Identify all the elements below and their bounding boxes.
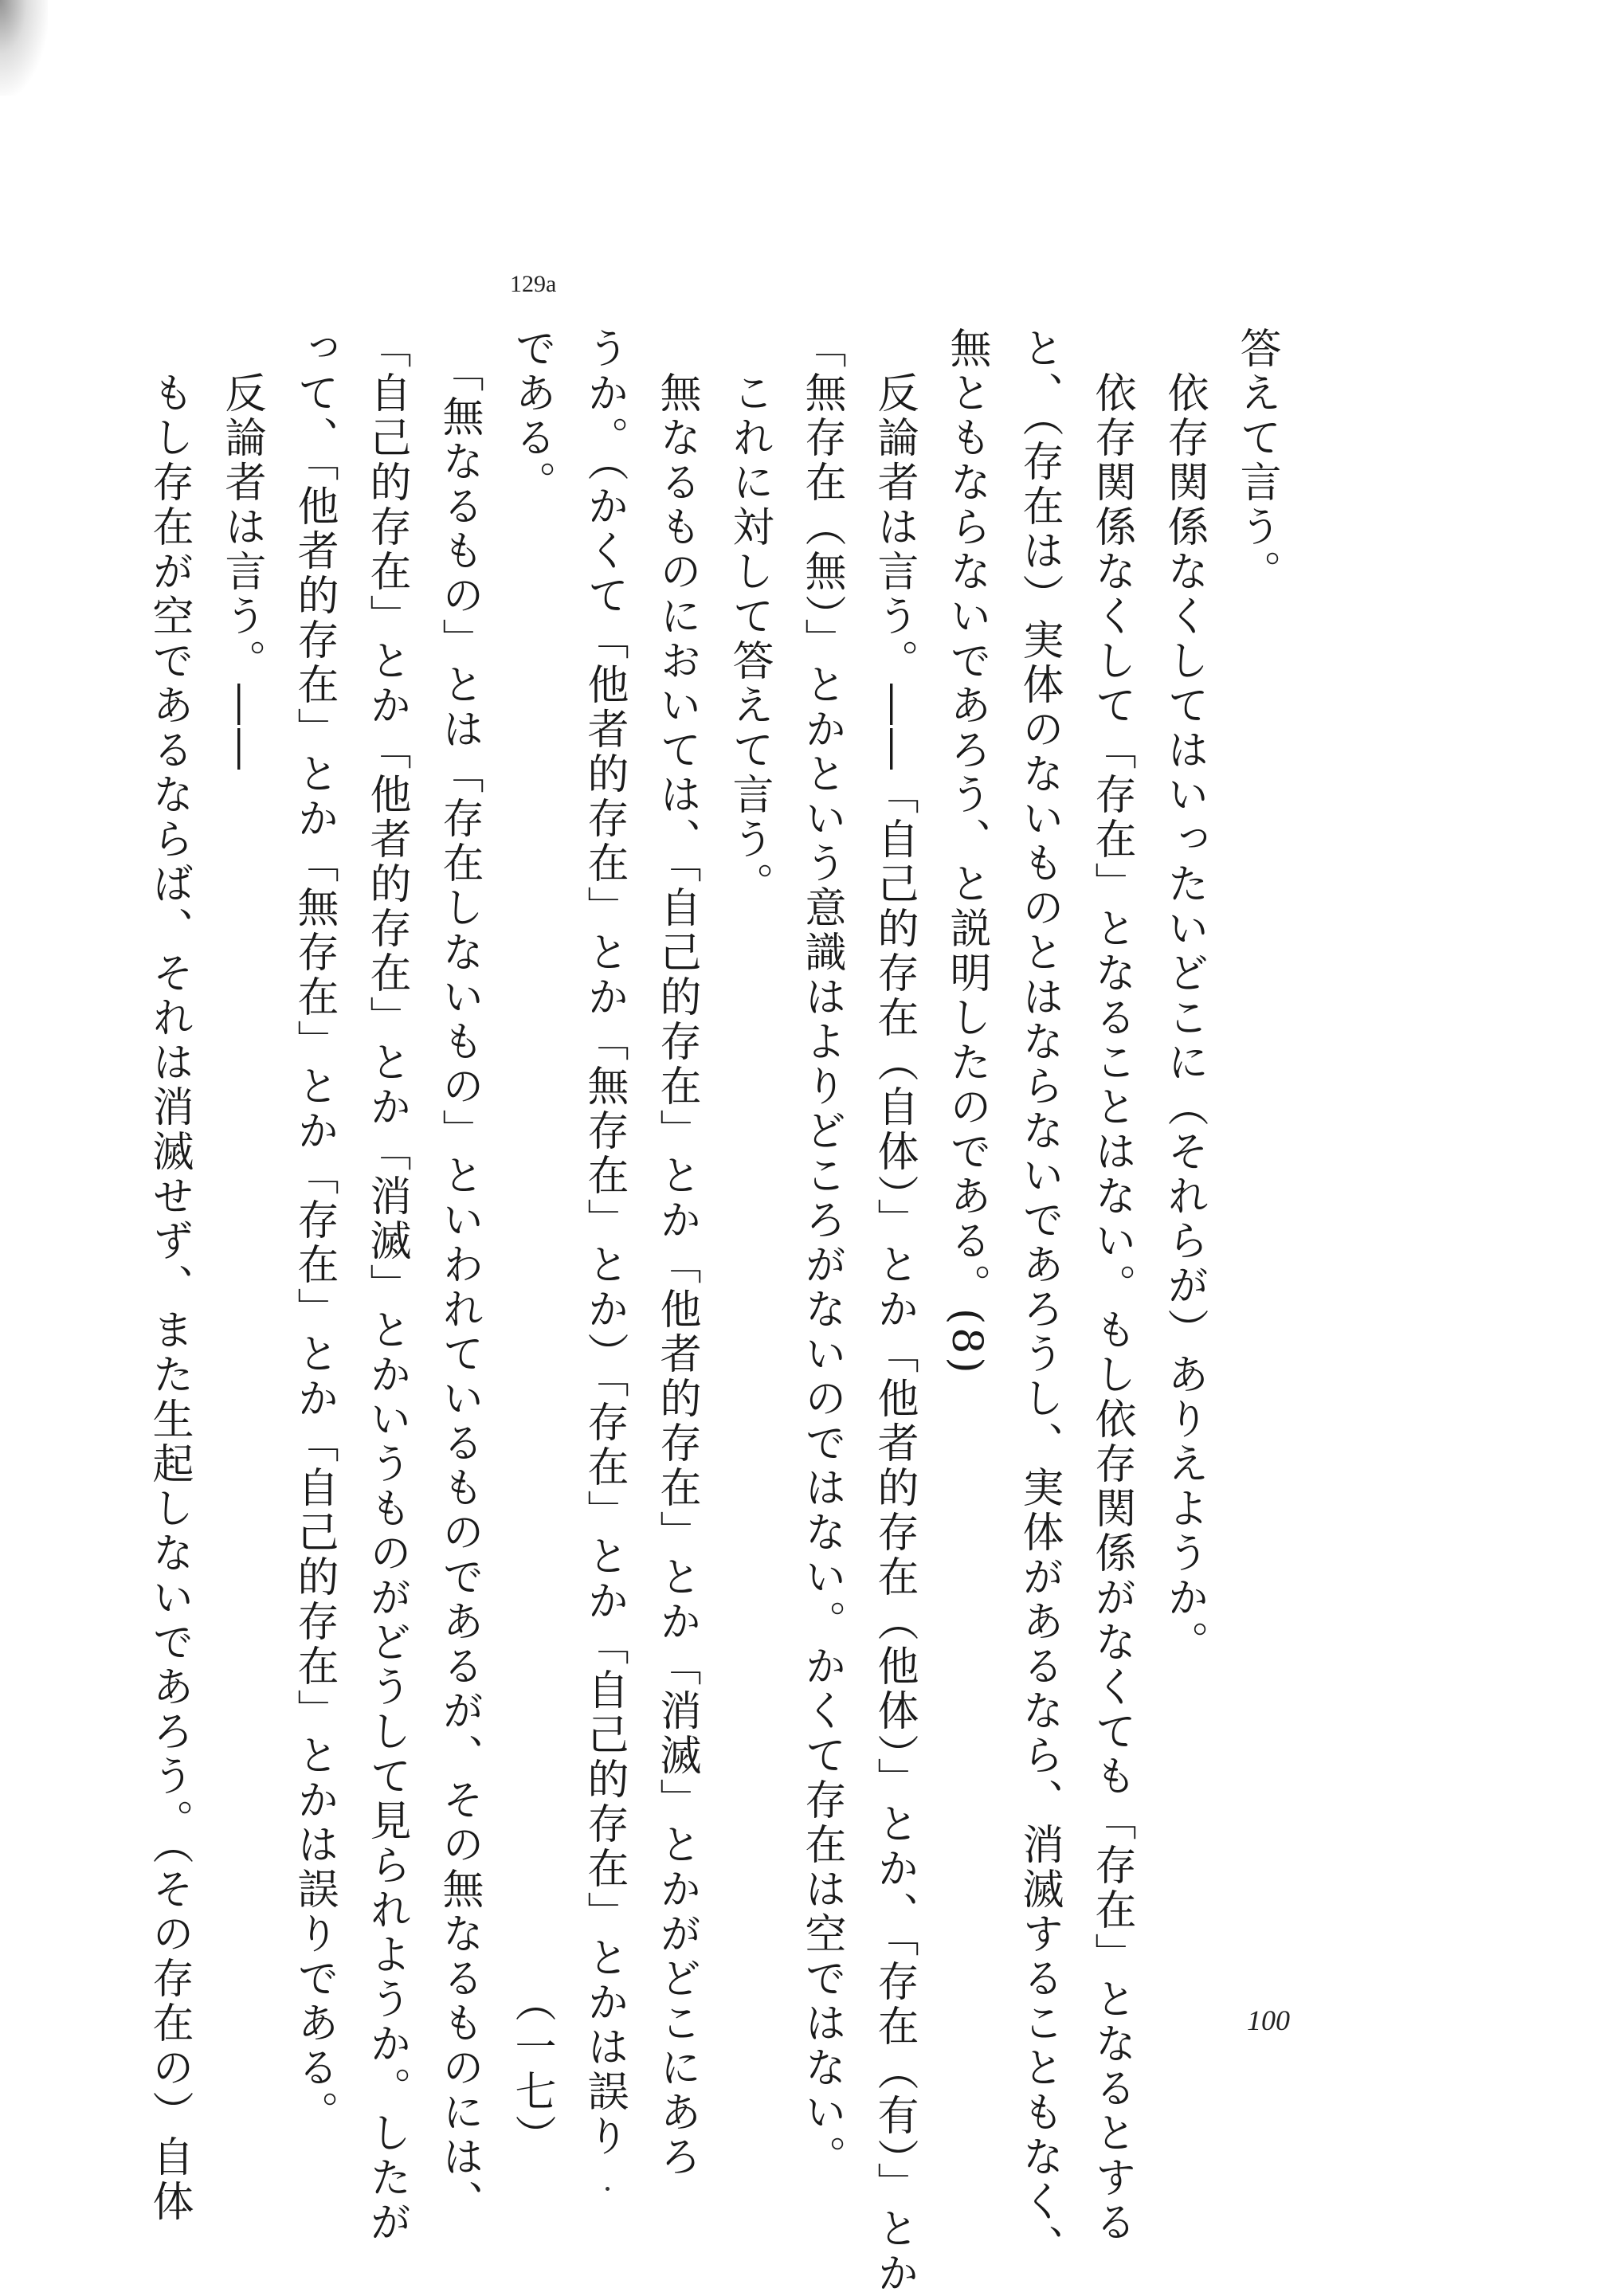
text-line-8: これに対して答えて言う。: [725, 327, 773, 907]
text-line-6: 反論者は言う。――「自己的存在（自体）」とか「他者的存在（他体）」とか、「存在（有）」とか: [870, 327, 918, 2296]
scan-smudge: [0, 0, 48, 96]
scan-speck: [606, 2187, 610, 2191]
text-line-5: 無ともならないであろう、と説明したのである。(8): [943, 327, 990, 1377]
text-line-9: 無なるものにおいては、「自己的存在」とか「他者的存在」とか「消滅」とかがどこにあろ: [653, 327, 700, 2180]
text-line-2: 依存関係なくしてはいったいどこに（それらが）ありえようか。: [1160, 327, 1208, 1665]
text-line-4: と、（存在は）実体のないものとはならないであろうし、実体があるなら、消滅することもなく、: [1015, 327, 1063, 2269]
text-line-10: うか。（かくて「他者的存在」とか「無存在」とか）「存在」とか「自己的存在」とかは誤り: [580, 327, 628, 2159]
text-line-11: である。 （一七）: [508, 327, 555, 2159]
text-line-16: もし存在が空であるならば、それは消滅せず、また生起しないであろう。（その存在の）自体: [145, 327, 193, 2224]
text-line-12: 「無なるもの」とは「存在しないもの」といわれているものであるが、その無なるものには、: [435, 327, 483, 2224]
margin-reference: 129a: [510, 271, 557, 297]
text-line-14: って、「他者的存在」とか「無存在」とか「存在」とか「自己的存在」とかは誤りである。: [290, 327, 338, 2135]
text-line-15: 反論者は言う。――: [218, 327, 265, 773]
text-line-3: 依存関係なくして「存在」となることはない。もし依存関係がなくても「存在」となるとする: [1088, 327, 1135, 2245]
text-line-1: 答えて言う。: [1233, 327, 1280, 594]
page-number: 100: [1247, 2004, 1290, 2036]
text-line-13: 「自己的存在」とか「他者的存在」とか「消滅」とかいうものがどうして見られようか。したが: [363, 327, 410, 2245]
text-line-7: 「無存在（無）」とかという意識はよりどころがないのではない。かくて存在は空ではない。: [798, 327, 845, 2180]
